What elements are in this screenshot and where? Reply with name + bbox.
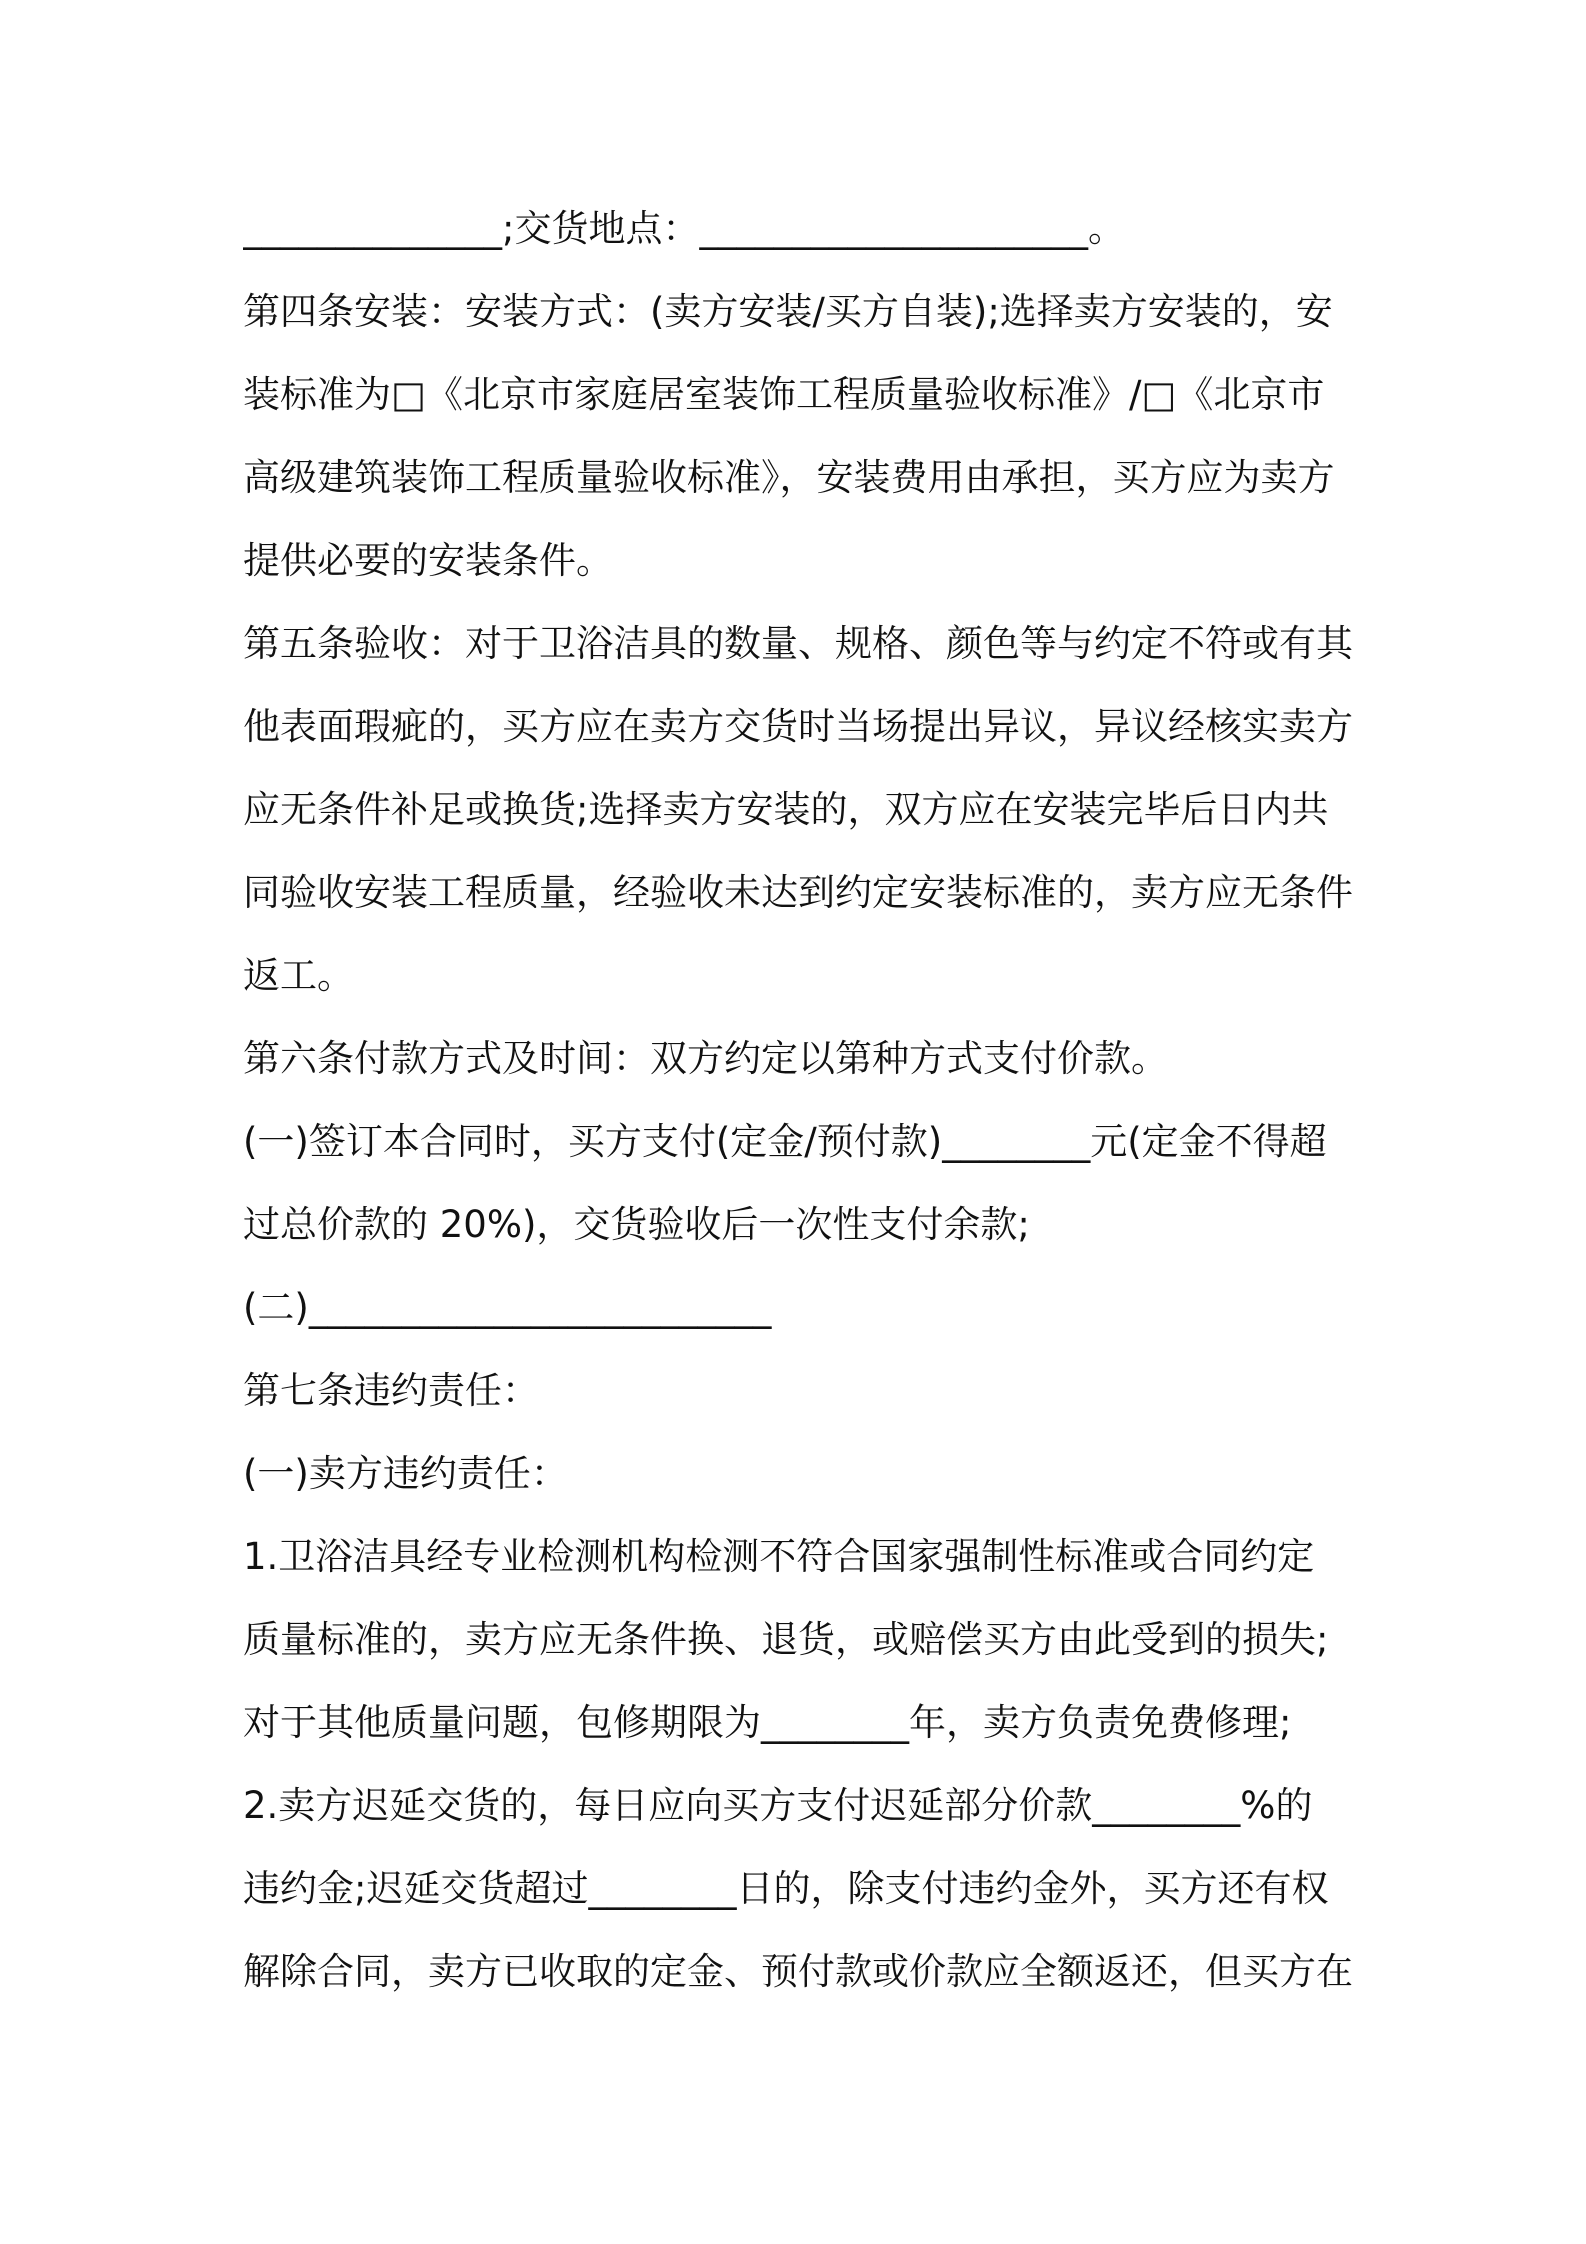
text-line-3: 装标准为□《北京市家庭居室装饰工程质量验收标准》/□《北京市 [243,373,1325,416]
text-line-7: 他表面瑕疵的，买方应在卖方交货时当场提出异议，异议经核实卖方 [243,705,1353,748]
text-line-14: (二)_________________________ [243,1286,772,1329]
text-line-11: 第六条付款方式及时间：双方约定以第种方式支付价款。 [243,1037,1168,1080]
text-line-13: 过总价款的 20%)，交货验收后一次性支付余款; [243,1203,1030,1246]
text-line-15: 第七条违约责任： [243,1369,539,1412]
text-line-22: 解除合同，卖方已收取的定金、预付款或价款应全额返还，但买方在 [243,1950,1353,1993]
text-line-18: 质量标准的，卖方应无条件换、退货，或赔偿买方由此受到的损失; [243,1618,1329,1661]
text-line-2: 第四条安装：安装方式：(卖方安装/买方自装);选择卖方安装的，安 [243,290,1333,333]
text-line-20: 2.卖方迟延交货的，每日应向买方支付迟延部分价款________%的 [243,1784,1313,1827]
text-line-5: 提供必要的安装条件。 [243,539,613,582]
text-line-6: 第五条验收：对于卫浴洁具的数量、规格、颜色等与约定不符或有其 [243,622,1353,665]
text-line-19: 对于其他质量问题，包修期限为________年，卖方负责免费修理; [243,1701,1292,1744]
text-line-16: (一)卖方违约责任： [243,1452,568,1495]
text-line-17: 1.卫浴洁具经专业检测机构检测不符合国家强制性标准或合同约定 [243,1535,1315,1578]
text-line-12: (一)签订本合同时，买方支付(定金/预付款)________元(定金不得超 [243,1120,1327,1163]
text-line-10: 返工。 [243,954,354,997]
text-line-8: 应无条件补足或换货;选择卖方安装的，双方应在安装完毕后日内共 [243,788,1329,831]
text-line-1: ______________;交货地点：_____________________。 [243,207,1125,250]
text-line-4: 高级建筑装饰工程质量验收标准》，安装费用由承担，买方应为卖方 [243,456,1335,499]
text-line-9: 同验收安装工程质量，经验收未达到约定安装标准的，卖方应无条件 [243,871,1353,914]
text-line-21: 违约金;迟延交货超过________日的，除支付违约金外，买方还有权 [243,1867,1329,1910]
